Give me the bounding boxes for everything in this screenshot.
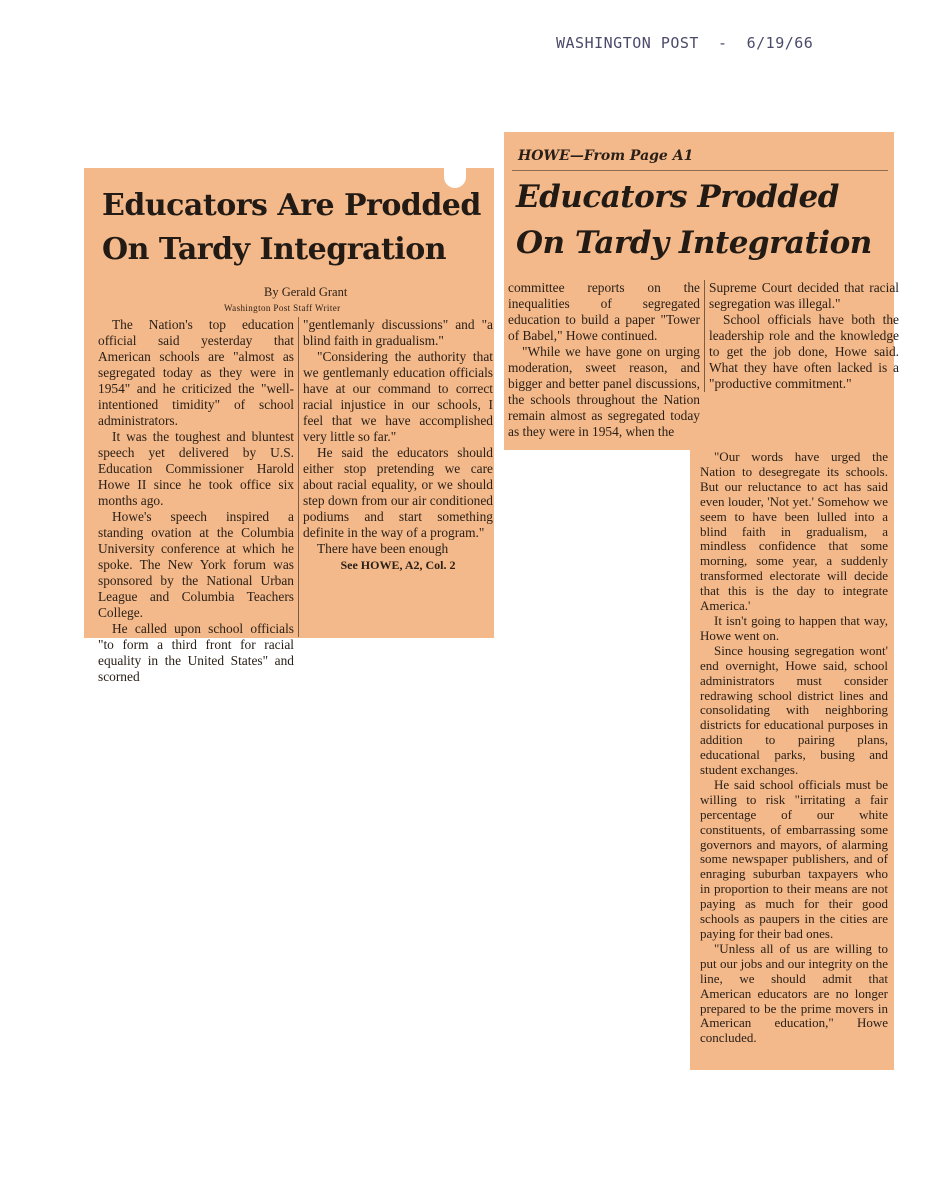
paragraph: "gentlemanly discussions" and "a blind faith in gradualism."	[303, 317, 493, 348]
paragraph: There have been enough	[317, 541, 449, 556]
paragraph: "Our words have urged the Nation to desegregate its schools. But our reluctance to act has said even louder, 'Not yet.' Somehow we seem to have been lulled into a blind faith in gradualism, a mindless confidence that some morning, some year, a suddenly transformed electorate will decide that this is the day to integrate America.'	[700, 449, 888, 614]
left-column-1	[98, 317, 294, 685]
paragraph: The Nation's top education official said yesterday that American schools are "almost as segregated today as they were in 1954" and he criticized the "well-intentioned timidity" of school administrators.	[98, 317, 294, 428]
source-note: WASHINGTON POST - 6/19/66	[556, 34, 814, 52]
divider	[512, 170, 888, 171]
right-column-b-bottom	[700, 450, 888, 1046]
left-column-2	[298, 317, 493, 637]
paragraph: "While we have gone on urging moderation, sweet reason, and bigger and better panel discussions, the schools throughout the Nation remain almost as segregated today as they were in 1954, when the	[508, 344, 700, 439]
paragraph: He called upon school officials "to form a third front for racial equality in the United States" and scorned	[98, 621, 294, 684]
paragraph: Since housing segregation wont' end overnight, Howe said, school administrators must consider redrawing school district lines and consolidating with neighboring districts for educational purposes in addition to pairing plans, educational parks, busing and student exchanges.	[700, 642, 888, 778]
right-headline: Educators Prodded On Tardy Integration	[516, 179, 872, 261]
left-headline: Educators Are Prodded On Tardy Integration	[102, 188, 481, 267]
paragraph: He said school officials must be willing to risk "irritating a fair percentage of our white constituents, of embarrassing some governors and mayors, of alarming some newspaper publishers, and of enraging suburban taxpayers who in proportion to their means are not paying as much for their good schools as paupers in the cities are paying for their bad ones.	[700, 776, 888, 941]
right-column-b-top	[704, 280, 899, 392]
right-column-a	[508, 280, 700, 440]
paragraph: Supreme Court decided that racial segregation was illegal."	[709, 280, 899, 311]
paragraph: School officials have both the leadership role and the knowledge to get the job done, Howe said. What they have often lacked is a "productive commitment."	[709, 312, 899, 391]
paragraph: It was the toughest and bluntest speech yet delivered by U.S. Education Commissioner Harold Howe II since he took office six months ago.	[98, 429, 294, 508]
right-clipping-top	[504, 132, 899, 450]
paragraph: committee reports on the inequalities of segregated education to build a paper "Tower of Babel," Howe continued.	[508, 280, 700, 343]
byline: By Gerald Grant	[264, 285, 348, 299]
paragraph: It isn't going to happen that way, Howe went on.	[700, 612, 888, 643]
left-clipping	[84, 168, 494, 684]
right-clipping-bottom	[690, 450, 894, 1070]
byline-credit: Washington Post Staff Writer	[224, 303, 341, 313]
paragraph: "Unless all of us are willing to put our jobs and our integrity on the line, we should admit that American educators are no longer prepared to be the prime movers in American education," Howe concluded.	[700, 940, 888, 1046]
paragraph: "Considering the authority that we gentlemanly education officials have at our command to correct racial injustice in our schools, I feel that we have accomplished very little so far."	[303, 349, 493, 444]
jump-line: See HOWE, A2, Col. 2	[340, 558, 456, 572]
paragraph: He said the educators should either stop pretending we care about racial equality, or we should step down from our air conditioned podiums and start something definite in the way of a program."	[303, 445, 493, 540]
paragraph: Howe's speech inspired a standing ovation at the Columbia University conference at which he spoke. The New York forum was sponsored by the National Urban League and Columbia Teachers College.	[98, 509, 294, 620]
continuation-kicker: HOWE—From Page A1	[518, 148, 694, 164]
